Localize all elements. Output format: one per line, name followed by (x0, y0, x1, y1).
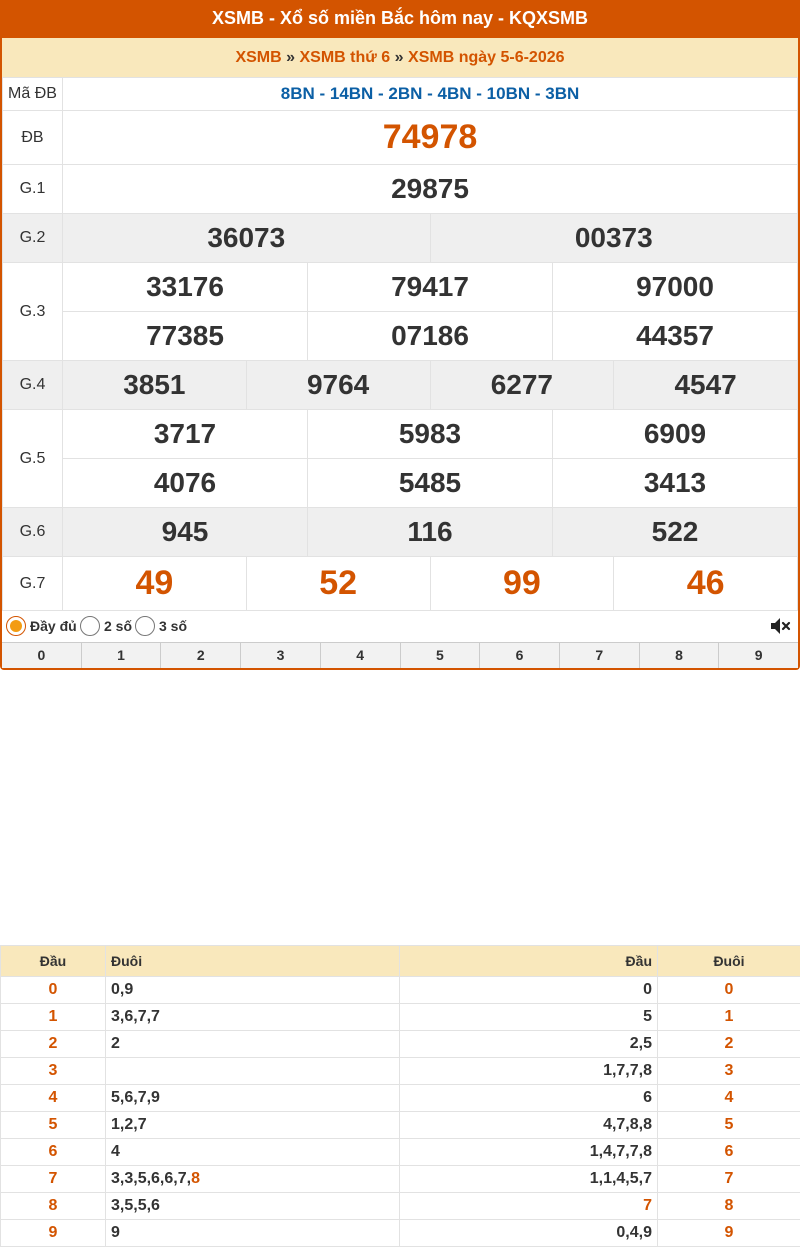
loto-duoi-2: 5 (658, 1112, 800, 1139)
loto-duoi: 1,2,7 (106, 1112, 400, 1139)
digit-filter[interactable]: 6 (480, 643, 560, 668)
loto-dau-2: 1,7,7,8 (400, 1058, 658, 1085)
prize-g2: 36073 (63, 214, 431, 263)
loto-dau-2: 1,4,7,7,8 (400, 1139, 658, 1166)
loto-duoi: 5,6,7,9 (106, 1085, 400, 1112)
loto-duoi-highlight: 8 (191, 1170, 200, 1187)
radio-3-so-label[interactable]: 3 số (159, 618, 188, 634)
prize-g4: 9764 (246, 361, 430, 410)
digit-filter[interactable]: 7 (560, 643, 640, 668)
db-label: ĐB (3, 111, 63, 165)
prize-g5: 3717 (63, 410, 308, 459)
g5-label: G.5 (3, 410, 63, 508)
loto-duoi: 4 (106, 1139, 400, 1166)
prize-g6: 116 (308, 508, 553, 557)
loto-dau-2: 0 (400, 977, 658, 1004)
results-table (2, 77, 798, 611)
digit-filter[interactable]: 4 (321, 643, 401, 668)
digit-filter-bar (2, 642, 798, 668)
prize-g7: 49 (63, 557, 247, 611)
loto-dau: 8 (1, 1193, 106, 1220)
loto-dau: 5 (1, 1112, 106, 1139)
loto-duoi (106, 1058, 400, 1085)
loto-dau-2: 6 (400, 1085, 658, 1112)
prize-g5: 5485 (308, 459, 553, 508)
loto-dau-2-highlight: 7 (643, 1197, 652, 1214)
radio-2-so-label[interactable]: 2 số (104, 618, 133, 634)
table-row (1, 1166, 800, 1193)
radio-2-so[interactable] (80, 616, 100, 636)
prize-g7: 99 (430, 557, 614, 611)
prize-g5: 4076 (63, 459, 308, 508)
loto-dau: 4 (1, 1085, 106, 1112)
prize-g3: 77385 (63, 312, 308, 361)
prize-g6: 522 (553, 508, 798, 557)
breadcrumb-xsmb-thu6[interactable]: XSMB thứ 6 (299, 49, 391, 66)
breadcrumb-xsmb[interactable]: XSMB (235, 49, 282, 66)
digit-filter[interactable]: 1 (82, 643, 162, 668)
loto-dau: 2 (1, 1031, 106, 1058)
loto-header-dau: Đầu (400, 946, 658, 977)
digit-filter[interactable]: 9 (754, 647, 763, 663)
table-row (1, 1004, 800, 1031)
g6-label: G.6 (3, 508, 63, 557)
loto-dau: 0 (1, 977, 106, 1004)
prize-g7: 46 (614, 557, 798, 611)
loto-dau-2: 2,5 (400, 1031, 658, 1058)
volume-off-icon[interactable] (768, 614, 792, 638)
prize-g3: 44357 (553, 312, 798, 361)
digit-filter[interactable]: 3 (241, 643, 321, 668)
loto-duoi-2: 6 (658, 1139, 800, 1166)
g4-label: G.4 (3, 361, 63, 410)
loto-table (0, 945, 800, 1247)
loto-duoi-2: 1 (658, 1004, 800, 1031)
loto-duoi-2: 4 (658, 1085, 800, 1112)
radio-full[interactable] (6, 616, 26, 636)
prize-g3: 97000 (553, 263, 798, 312)
loto-dau-2: 4,7,8,8 (400, 1112, 658, 1139)
loto-dau-2 (400, 1193, 658, 1220)
loto-dau: 9 (1, 1220, 106, 1247)
prize-g3: 33176 (63, 263, 308, 312)
loto-header-dau: Đầu (1, 946, 106, 977)
loto-header-duoi: Đuôi (106, 946, 400, 977)
loto-duoi-2: 3 (658, 1058, 800, 1085)
page-title: XSMB - Xổ số miền Bắc hôm nay - KQXSMB (0, 0, 800, 38)
loto-dau: 1 (1, 1004, 106, 1031)
digit-filter[interactable]: 5 (401, 643, 481, 668)
table-row (1, 977, 800, 1004)
prize-g5: 6909 (553, 410, 798, 459)
g3-label: G.3 (3, 263, 63, 361)
loto-duoi: 9 (106, 1220, 400, 1247)
loto-duoi: 2 (106, 1031, 400, 1058)
loto-duoi-2: 8 (658, 1193, 800, 1220)
g7-label: G.7 (3, 557, 63, 611)
digit-filter[interactable]: 2 (161, 643, 241, 668)
display-options (2, 610, 798, 642)
radio-3-so[interactable] (135, 616, 155, 636)
digit-filter[interactable]: 8 (640, 643, 720, 668)
prize-g5: 5983 (308, 410, 553, 459)
prize-g7: 52 (246, 557, 430, 611)
prize-db: 74978 (63, 111, 798, 165)
loto-dau-2: 0,4,9 (400, 1220, 658, 1247)
breadcrumb-xsmb-date[interactable]: XSMB ngày 5-6-2026 (408, 49, 565, 66)
ma-db-label: Mã ĐB (3, 78, 63, 111)
prize-g2: 00373 (430, 214, 798, 263)
breadcrumb (2, 38, 798, 77)
loto-duoi-2: 0 (658, 977, 800, 1004)
prize-g1: 29875 (63, 165, 798, 214)
breadcrumb-sep: » (394, 49, 404, 66)
breadcrumb-sep: » (286, 49, 296, 66)
loto-duoi: 0,9 (106, 977, 400, 1004)
ma-db-value: 8BN - 14BN - 2BN - 4BN - 10BN - 3BN (63, 78, 798, 111)
loto-duoi-2: 2 (658, 1031, 800, 1058)
loto-duoi: 3,6,7,7 (106, 1004, 400, 1031)
prize-g6: 945 (63, 508, 308, 557)
g2-label: G.2 (3, 214, 63, 263)
table-row (1, 1085, 800, 1112)
table-row (1, 1058, 800, 1085)
loto-dau-2: 5 (400, 1004, 658, 1031)
loto-dau: 3 (1, 1058, 106, 1085)
prize-g4: 4547 (614, 361, 798, 410)
prize-g4: 6277 (430, 361, 614, 410)
table-row (1, 1193, 800, 1220)
table-row (1, 1139, 800, 1166)
prize-g3: 07186 (308, 312, 553, 361)
g1-label: G.1 (3, 165, 63, 214)
loto-dau: 6 (1, 1139, 106, 1166)
loto-duoi-2: 7 (658, 1166, 800, 1193)
table-row (1, 1220, 800, 1247)
loto-duoi: 3,5,5,6 (106, 1193, 400, 1220)
loto-dau-2: 1,1,4,5,7 (400, 1166, 658, 1193)
loto-duoi-2: 9 (658, 1220, 800, 1247)
radio-full-label[interactable]: Đầy đủ (30, 618, 77, 634)
table-row (1, 1112, 800, 1139)
loto-dau: 7 (1, 1166, 106, 1193)
prize-g5: 3413 (553, 459, 798, 508)
prize-g3: 79417 (308, 263, 553, 312)
loto-duoi-text: 3,3,5,6,6,7, (111, 1170, 192, 1187)
loto-header-duoi: Đuôi (658, 946, 800, 977)
digit-filter[interactable]: 0 (2, 643, 82, 668)
table-row (1, 1031, 800, 1058)
prize-g4: 3851 (63, 361, 247, 410)
loto-duoi (106, 1166, 400, 1193)
